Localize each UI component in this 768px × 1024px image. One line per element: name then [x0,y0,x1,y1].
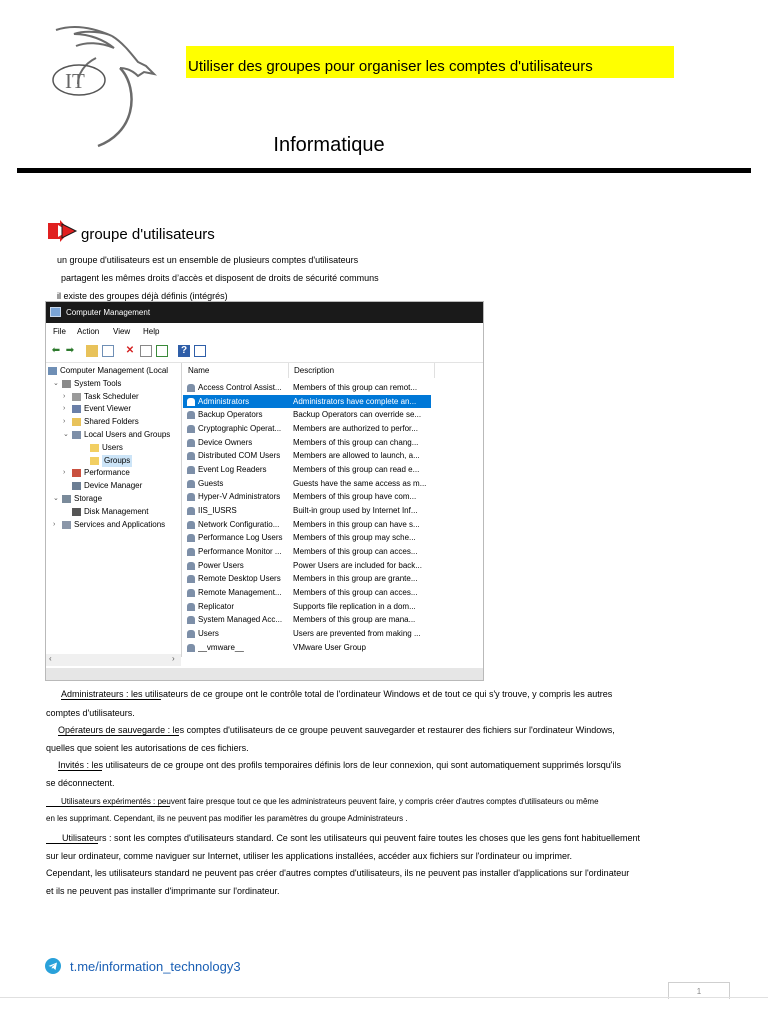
forward-icon[interactable]: ➡ [65,345,75,356]
group-row[interactable] [183,600,431,613]
back-icon[interactable]: ⬅ [51,345,61,356]
tree-item-label: Groups [104,455,131,465]
menu-file[interactable]: File [53,327,66,336]
group-name: Device Owners [198,437,253,447]
group-name: __vmware__ [198,642,244,652]
group-description: Backup Operators can override se... [293,410,422,420]
folder-icon [90,444,99,452]
group-icon [187,411,195,419]
group-row[interactable] [183,504,431,517]
group-name: Administrators [198,396,250,406]
group-row[interactable] [183,641,431,654]
services-icon [62,521,71,529]
group-row[interactable] [183,545,431,558]
description-power-users-line1: Utilisateurs expérimentés : peuvent faire presque tout ce que les administrateurs peuvent faire, y compris créer d'autres comptes d'utilisateurs ou même [61,797,599,806]
group-row[interactable] [183,422,431,435]
group-description: VMware User Group [293,642,366,652]
users-icon [72,431,81,439]
telegram-icon [45,958,61,974]
column-header-name[interactable]: Name [185,363,289,378]
tree-item-label: Storage [74,494,103,503]
intro-line-3: il existe des groupes déjà définis (intégrés) [57,291,228,301]
group-description: Power Users are included for back... [293,560,422,570]
group-row[interactable] [183,627,431,640]
group-name: Access Control Assist... [198,383,282,392]
group-name: Remote Desktop Users [198,574,281,584]
console-view-icon[interactable] [194,345,206,357]
group-description: Supports file replication in a dom... [293,601,416,611]
group-icon [187,603,195,611]
group-description: Members of this group can acces... [293,547,418,557]
underline [61,699,161,700]
group-description: Members of this group have com... [293,492,417,502]
description-standard-users-line1: Cependant, les utilisateurs standard ne peuvent pas créer d'autres comptes d'utilisateurs, ils ne peuvent pas installer d'applications sur l'ordinateur [46,868,630,878]
event-viewer-icon [72,405,81,413]
group-row[interactable] [183,531,431,544]
tree-horizontal-scrollbar[interactable] [46,654,181,666]
tree-item-label: Shared Folders [84,417,139,427]
export-list-icon[interactable] [156,345,168,357]
menu-bar [46,323,483,341]
group-row[interactable] [183,395,431,408]
group-name: Hyper-V Administrators [198,492,281,502]
subject-heading: Informatique [273,134,385,156]
window-title-bar [46,302,483,323]
group-icon [187,439,195,447]
group-icon [187,384,195,392]
group-name: Event Log Readers [198,465,267,475]
group-icon [187,452,195,460]
group-row[interactable] [183,490,431,503]
group-description: Members of this group can acces... [293,588,418,598]
window-title: Computer Management [66,308,151,317]
group-description: Members of this group can read e... [293,465,420,475]
computer-icon [48,367,57,375]
up-folder-icon[interactable] [86,345,98,357]
properties-icon[interactable] [140,345,152,357]
intro-line-2: partagent les mêmes droits d’accès et disposent de droits de sécurité communs [61,273,379,283]
document-title-banner [186,46,674,78]
clock-icon [72,393,81,401]
tree-item-label: Services and Applications [74,519,166,529]
group-row[interactable] [183,477,431,490]
group-icon [187,616,195,624]
menu-action[interactable]: Action [77,327,100,336]
expanded-chevron-icon[interactable]: ⌄ [53,495,59,502]
header-divider [17,168,751,173]
underline [46,806,170,807]
groups-list [183,363,483,663]
collapsed-chevron-icon[interactable]: › [53,520,56,528]
group-row[interactable] [183,408,431,421]
group-name: Performance Monitor ... [198,547,282,557]
description-administrators-line2: comptes d'utilisateurs. [46,708,135,718]
group-icon [187,507,195,515]
description-backup-operators-line2: quelles que soient les autorisations de ces fichiers. [46,743,249,753]
group-description: Members of this group can remot... [293,383,418,392]
underline [58,770,102,771]
description-standard-users-line2: et ils ne peuvent pas installer d'imprimante sur l'ordinateur. [46,886,280,896]
description-backup-operators-line1: Opérateurs de sauvegarde : les comptes d'utilisateurs de ce groupe peuvent sauvegarder et restaurer des fichiers sur l'ordinateur Windows, [58,725,615,735]
group-icon [187,644,195,652]
document-title: Utiliser des groupes pour organiser les comptes d'utilisateurs [188,58,593,75]
group-name: System Managed Acc... [198,615,283,625]
group-name: Backup Operators [198,410,263,420]
window-status-bar [46,668,483,680]
folder-icon [90,457,99,465]
footer-divider [0,997,768,998]
group-row[interactable] [183,449,431,462]
description-users-line2: sur leur ordinateur, comme naviguer sur Internet, utiliser les applications installées, accéder aux fichiers sur l'ordinateur ou imprimer. [46,851,572,861]
computer-management-icon [50,307,61,317]
tree-item-label: Disk Management [84,506,149,516]
group-row[interactable] [183,436,431,449]
column-header-description[interactable]: Description [291,363,435,378]
group-description: Administrators have complete an... [293,396,417,406]
group-description: Members of this group may sche... [293,533,416,543]
show-tree-icon[interactable] [102,345,114,357]
group-row[interactable] [183,613,431,626]
tree-item-label: Event Viewer [84,404,131,414]
description-power-users-line2: en les supprimant. Cependant, ils ne peuvent pas modifier les paramètres du groupe Administrateurs . [46,814,408,823]
group-icon [187,398,195,406]
group-icon [187,548,195,556]
underline [58,735,179,736]
group-name: Remote Management... [198,588,282,598]
menu-view[interactable]: View [113,327,131,336]
group-name: Network Configuratio... [198,519,280,529]
group-description: Members of this group are mana... [293,615,416,625]
logo-text: IT [65,69,85,93]
scroll-right-icon[interactable]: › [172,654,175,663]
telegram-link[interactable]: t.me/information_technology3 [70,959,241,974]
delete-icon[interactable]: ✕ [125,345,135,356]
group-icon [187,589,195,597]
group-description: Members in this group can have s... [293,519,420,529]
group-icon [187,493,195,501]
collapsed-chevron-icon[interactable]: › [63,392,66,400]
page-number: 1 [668,982,730,999]
group-name: Cryptographic Operat... [198,424,282,433]
collapsed-chevron-icon[interactable]: › [63,469,66,477]
group-icon [187,466,195,474]
section-title: groupe d'utilisateurs [81,226,215,243]
red-arrow-bullet-icon [48,220,78,242]
group-row[interactable] [183,572,431,585]
group-name: Guests [198,478,224,488]
group-name: Performance Log Users [198,533,283,543]
device-manager-icon [72,482,81,490]
group-name: Users [198,629,219,639]
group-name: IIS_IUSRS [198,506,237,516]
description-guests-line1: Invités : les utilisateurs de ce groupe ont des profils temporaires définis lors de leur connexion, qui sont automatiquement supprimés lorsqu'ils [58,760,622,770]
group-icon [187,521,195,529]
storage-icon [62,495,71,503]
computer-management-window [45,301,484,681]
tree-item-label: Computer Management (Local [60,366,169,375]
group-description: Built-in group used by Internet Inf... [293,506,418,516]
navigation-tree [46,363,182,657]
group-icon [187,630,195,638]
description-administrators-line1: Administrateurs : les utilisateurs de ce groupe ont le contrôle total de l'ordinateur Windows et de tout ce qui s'y trouve, y compris les autres [61,689,613,699]
tools-icon [62,380,71,388]
menu-help[interactable]: Help [143,327,160,336]
tree-item-label: Local Users and Groups [84,430,171,439]
collapsed-chevron-icon[interactable]: › [63,405,66,413]
group-description: Members are allowed to launch, a... [293,451,420,461]
group-row[interactable] [183,463,431,476]
group-description: Members of this group can chang... [293,437,419,447]
group-icon [187,480,195,488]
group-row[interactable] [183,586,431,599]
underline [46,843,98,844]
help-icon[interactable]: ? [178,345,190,357]
group-description: Guests have the same access as m... [293,478,427,488]
group-row[interactable] [183,559,431,572]
disk-icon [72,508,81,516]
group-description: Members are authorized to perfor... [293,424,418,433]
scroll-left-icon[interactable]: ‹ [49,654,52,663]
group-name: Power Users [198,560,244,570]
tree-item-label: Task Scheduler [84,391,139,401]
tree-item-label: Performance [84,468,130,478]
tree-item-label: Device Manager [84,481,143,491]
tree-item-label: System Tools [74,378,122,388]
group-name: Replicator [198,601,235,611]
group-icon [187,562,195,570]
group-description: Members in this group are grante... [293,574,418,584]
shared-folder-icon [72,418,81,426]
group-row[interactable] [183,518,431,531]
it-dragon-logo [34,18,164,148]
group-row[interactable] [183,381,431,394]
toolbar [46,341,483,363]
description-users-line1: Utilisateurs : sont les comptes d'utilisateurs standard. Ce sont les utilisateurs qui peuvent faire toutes les choses que les gens font habituellement [62,833,641,843]
group-icon [187,575,195,583]
group-name: Distributed COM Users [198,451,281,461]
collapsed-chevron-icon[interactable]: › [63,418,66,426]
group-description: Users are prevented from making ... [293,629,421,639]
description-guests-line2: se déconnectent. [46,778,115,788]
intro-line-1: un groupe d'utilisateurs est un ensemble de plusieurs comptes d'utilisateurs [57,255,359,265]
expanded-chevron-icon[interactable]: ⌄ [53,379,59,387]
tree-item-label: Users [102,442,123,452]
group-icon [187,534,195,542]
group-icon [187,425,195,433]
expanded-chevron-icon[interactable]: ⌄ [63,431,69,438]
performance-icon [72,469,81,477]
